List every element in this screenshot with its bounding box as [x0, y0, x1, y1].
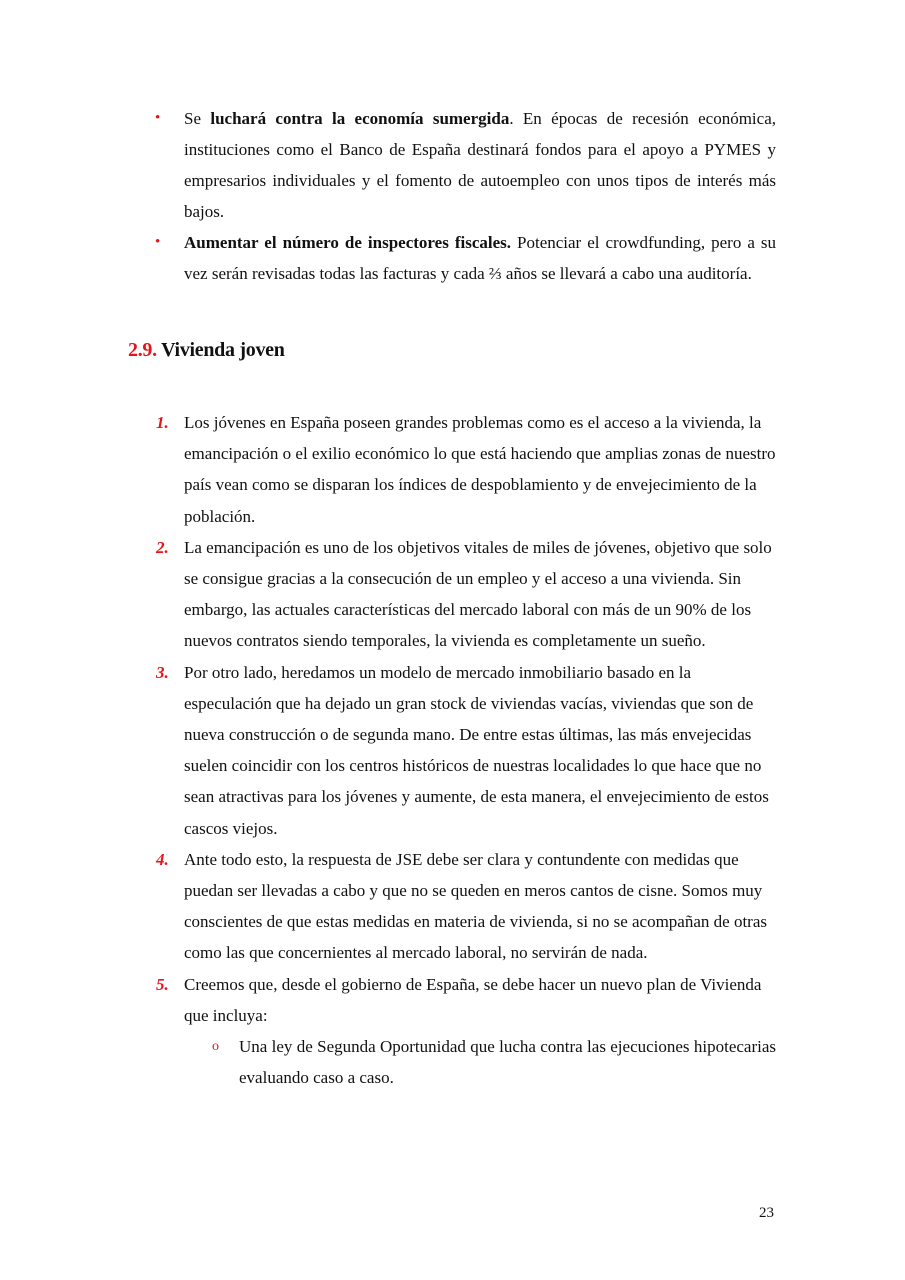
- page-number: 23: [759, 1205, 774, 1221]
- item-number: 4.: [156, 849, 169, 869]
- list-item: [156, 844, 776, 969]
- sub-item-text: Una ley de Segunda Oportunidad que lucha contra las ejecuciones hipotecarias evaluando caso a caso.: [239, 1037, 776, 1088]
- item-text: Por otro lado, heredamos un modelo de mercado inmobiliario basado en la especulación que ha dejado un gran stock de viviendas vacías, viviendas que son de nueva construcción o de segunda mano. De entre estas últimas, las más envejecidas suelen coincidir con los centros históricos de nuestras localidades lo que hace que no sean atractivas para los jóvenes y aumente, de esta manera, el envejecimiento de estos cascos viejos.: [184, 662, 769, 838]
- numbered-list: [156, 407, 776, 1093]
- item-number: 1.: [156, 413, 169, 432]
- section-title: Vivienda joven: [161, 339, 285, 361]
- bullet-text-post: . En épocas de recesión económica, instituciones como el Banco de España destinará fondos para el apoyo a PYMES y empresarios individuales y el fomento de autoempleo con unos tipos de interés más bajos.: [184, 109, 777, 221]
- bullet-dot-icon: •: [155, 110, 161, 126]
- bullet-text-pre: Se: [184, 109, 211, 128]
- item-text: Ante todo esto, la respuesta de JSE debe ser clara y contundente con medidas que puedan ser llevadas a cabo y que no se queden en meros cantos de cisne. Somos muy conscientes de que estas medidas en materia de vivienda, si no se acompañan de otras como las que concernientes al mercado laboral, no servirán de nada.: [184, 849, 767, 963]
- item-text: La emancipación es uno de los objetivos vitales de miles de jóvenes, objetivo que solo se consigue gracias a la consecución de un empleo y el acceso a una vivienda. Sin embargo, las actuales características del mercado laboral con más de un 90% de los nuevos contratos siendo temporales, la vivienda es completamente un sueño.: [184, 537, 772, 651]
- section-heading: [128, 336, 285, 364]
- bullet-text-bold: luchará contra la economía sumergida: [210, 109, 510, 128]
- bullet-item: [155, 227, 776, 289]
- bullet-item: [155, 103, 777, 227]
- item-text: Creemos que, desde el gobierno de España, se debe hacer un nuevo plan de Vivienda que incluya:: [184, 974, 762, 1025]
- bullet-list: [155, 103, 777, 289]
- list-item: [156, 657, 776, 844]
- item-number: 3.: [156, 662, 169, 682]
- sub-list: [184, 1031, 776, 1093]
- circle-bullet-icon: o: [212, 1039, 219, 1055]
- list-item: [156, 532, 776, 657]
- bullet-text-post: Potenciar el crowdfunding, pero a su vez serán revisadas todas las facturas y cada ⅔ años se llevará a cabo una auditoría.: [184, 233, 776, 283]
- section-number: 2.9.: [128, 339, 157, 361]
- sub-list-item: [212, 1031, 776, 1093]
- bullet-dot-icon: •: [155, 234, 161, 250]
- list-item: [156, 969, 776, 1094]
- item-text: Los jóvenes en España poseen grandes problemas como es el acceso a la vivienda, la emancipación o el exilio económico lo que está haciendo que amplias zonas de nuestro país vean como se disparan los índices de despoblamiento y de envejecimiento de la población.: [184, 413, 776, 526]
- list-item: [156, 407, 776, 532]
- item-number: 5.: [156, 974, 169, 994]
- bullet-text-bold: Aumentar el número de inspectores fiscales.: [184, 233, 512, 252]
- item-number: 2.: [156, 537, 169, 557]
